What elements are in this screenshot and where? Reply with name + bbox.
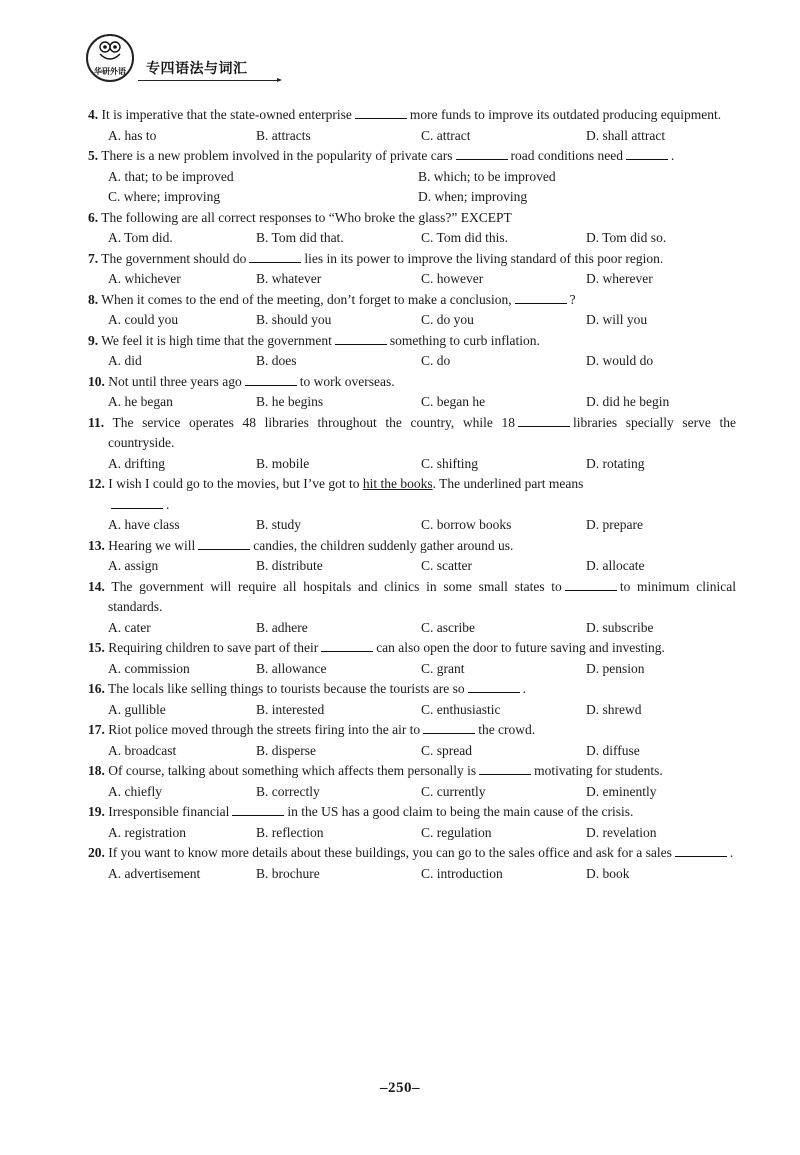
question-stem: It is imperative that the state-owned enterprise [101,107,352,122]
answer-blank [468,680,520,693]
answer-blank [423,721,475,734]
option-d: D. did he begin [586,394,670,409]
options-row [88,618,736,639]
question-stem: Of course, talking about something which affects them personally is [108,763,477,778]
option-c: C. however [421,271,484,286]
question-8 [88,290,736,331]
options-row [88,659,736,680]
option-c: C. currently [421,783,486,799]
answer-blank [675,844,727,857]
question-number: 8. [88,291,99,307]
option-d: D. wherever [586,271,653,286]
option-b: B. which; to be improved [418,168,556,184]
question-stem: in the US has a good claim to being the main cause of the crisis. [287,804,634,819]
answer-blank [456,147,508,160]
question-stem: The government will require all hospitals and clinics in some small states to [111,578,562,594]
option-b: B. correctly [256,783,320,799]
answer-blank [249,250,301,263]
logo-text: 华研外语 [94,67,126,76]
option-d: D. revelation [586,824,657,840]
option-c: C. ascribe [421,619,475,635]
page-header [86,34,286,84]
answer-blank [245,373,297,386]
question-stem: lies in its power to improve the living standard of this poor region. [304,250,664,266]
title-underline [138,80,278,81]
option-a: A. registration [108,824,186,840]
option-d: D. will you [586,312,648,327]
question-number: 13. [88,537,105,553]
question-stem: The following are all correct responses to “Who broke the glass?” EXCEPT [101,209,512,225]
option-b: B. should you [256,312,332,327]
option-d: D. eminently [586,783,657,799]
option-d: D. shrewd [586,701,642,717]
question-stem: more funds to improve its outdated producing equipment. [409,107,722,122]
question-number: 16. [88,681,105,696]
question-stem: The locals like selling things to tourists because the tourists are so [108,681,465,696]
question-stem: motivating for students. [534,763,663,778]
question-number: 10. [88,373,105,389]
option-a: A. did [108,353,142,368]
question-18 [88,761,736,802]
option-a: A. drifting [108,455,165,471]
option-c: C. introduction [421,865,503,881]
options-row [88,167,736,208]
option-b: B. Tom did that. [256,230,344,245]
option-a: A. commission [108,660,190,676]
option-b: B. study [256,517,302,532]
question-stem: libraries specially serve the countryside. [108,414,736,450]
question-number: 4. [88,107,99,122]
option-c: C. grant [421,660,465,676]
question-stem: There is a new problem involved in the popularity of private cars [101,148,453,163]
question-9 [88,331,736,372]
options-row [88,556,736,577]
option-b: B. brochure [256,865,320,881]
question-number: 15. [88,640,105,655]
option-d: D. would do [586,353,654,368]
question-15 [88,638,736,679]
underlined-phrase: hit the books [362,476,433,491]
question-number: 19. [88,804,105,819]
option-c: C. began he [421,394,486,409]
answer-blank [335,332,387,345]
option-d: D. Tom did so. [586,230,667,245]
option-a: A. cater [108,619,151,635]
option-b: B. reflection [256,824,324,840]
option-c: C. scatter [421,558,472,573]
question-stem: the crowd. [478,722,536,737]
options-row [88,782,736,803]
question-list [88,105,736,884]
question-stem: When it comes to the end of the meeting, don’t forget to make a conclusion, [101,291,512,307]
answer-blank [565,578,617,591]
option-d: D. prepare [586,517,643,532]
options-row [88,126,736,147]
options-row [88,741,736,762]
question-19 [88,802,736,843]
question-6 [88,208,736,249]
question-stem: Requiring children to save part of their [108,640,319,655]
option-a: A. that; to be improved [108,168,234,184]
question-4 [88,105,736,146]
option-a: A. advertisement [108,865,201,881]
option-b: B. adhere [256,619,308,635]
question-7 [88,249,736,290]
option-d: D. pension [586,660,645,676]
question-20 [88,843,736,884]
option-d: D. shall attract [586,127,666,143]
question-number: 20. [88,845,105,860]
answer-blank [111,496,163,509]
option-a: A. assign [108,558,159,573]
question-stem: can also open the door to future saving and investing. [376,640,665,655]
option-d: D. subscribe [586,619,654,635]
option-a: A. whichever [108,271,181,286]
options-row [88,454,736,475]
option-a: A. has to [108,127,157,143]
answer-blank [626,147,668,160]
option-a: A. Tom did. [108,230,173,245]
answer-blank [232,803,284,816]
answer-blank [515,291,567,304]
option-c: C. Tom did this. [421,230,508,245]
option-d: D. rotating [586,455,645,471]
question-number: 11. [88,414,105,430]
option-b: B. he begins [256,394,324,409]
question-number: 18. [88,763,105,778]
options-row [88,864,736,885]
section-title: 专四语法与词汇 [146,61,248,77]
option-d: D. when; improving [418,189,528,204]
question-number: 5. [88,148,99,163]
option-d: D. diffuse [586,742,640,758]
question-stem: to minimum clinical standards. [108,578,737,614]
option-a: A. broadcast [108,742,177,758]
option-a: A. could you [108,312,179,327]
options-row [88,700,736,721]
question-stem: If you want to know more details about these buildings, you can go to the sales office and ask for a sales [108,845,672,860]
option-a: A. chiefly [108,783,162,799]
options-row [88,351,736,372]
options-row [88,269,736,290]
question-stem: We feel it is high time that the government [101,332,332,348]
question-stem: candies, the children suddenly gather around us. [253,537,514,553]
option-a: A. gullible [108,701,166,717]
question-stem: Hearing we will [108,537,196,553]
question-stem: to work overseas. [299,373,395,389]
question-10 [88,372,736,413]
question-17 [88,720,736,761]
option-b: B. allowance [256,660,327,676]
options-row [88,228,736,249]
question-stem: The government should do [101,250,247,266]
question-14 [88,577,736,639]
question-stem: Riot police moved through the streets firing into the air to [108,722,421,737]
question-12 [88,474,736,536]
options-row [88,392,736,413]
options-row [88,823,736,844]
question-number: 6. [88,209,99,225]
options-row [88,310,736,331]
answer-blank [518,414,570,427]
option-c: C. do you [421,312,474,327]
option-b: B. interested [256,701,325,717]
option-b: B. mobile [256,455,310,471]
question-stem: . [729,845,734,860]
question-stem: road conditions need [510,148,624,163]
frog-mascot-icon [96,40,124,66]
option-d: D. book [586,865,630,881]
option-b: B. distribute [256,558,323,573]
option-b: B. disperse [256,742,316,758]
question-13 [88,536,736,577]
question-stem: . [166,496,170,512]
option-c: C. attract [421,127,471,143]
option-c: C. where; improving [108,189,221,204]
options-row [88,515,736,536]
answer-blank [321,639,373,652]
question-stem: Irresponsible financial [108,804,230,819]
publisher-logo [86,34,134,82]
question-stem: I wish I could go to the movies, but I’ve got to [108,476,360,491]
option-b: B. attracts [256,127,311,143]
question-stem: Not until three years ago [108,373,242,389]
option-c: C. regulation [421,824,492,840]
question-number: 14. [88,578,105,594]
question-number: 9. [88,332,99,348]
option-c: C. borrow books [421,517,512,532]
question-stem: something to curb inflation. [389,332,540,348]
page-number: –250– [380,1080,420,1096]
question-stem: . [671,148,675,163]
question-stem: The service operates 48 libraries throughout the country, while 18 [112,414,515,430]
question-16 [88,679,736,720]
question-11 [88,413,736,475]
option-a: A. he began [108,394,173,409]
option-d: D. allocate [586,558,645,573]
option-c: C. spread [421,742,472,758]
option-c: C. enthusiastic [421,701,501,717]
question-number: 12. [88,476,105,491]
answer-blank [355,106,407,119]
answer-blank [198,537,250,550]
option-c: C. do [421,353,451,368]
question-stem: . The underlined part means [432,476,584,491]
option-b: B. whatever [256,271,322,286]
option-a: A. have class [108,517,180,532]
option-c: C. shifting [421,455,479,471]
question-stem: ? [569,291,576,307]
question-stem: . [522,681,526,696]
option-b: B. does [256,353,297,368]
question-number: 17. [88,722,105,737]
question-number: 7. [88,250,99,266]
question-5 [88,146,736,208]
answer-blank [479,762,531,775]
